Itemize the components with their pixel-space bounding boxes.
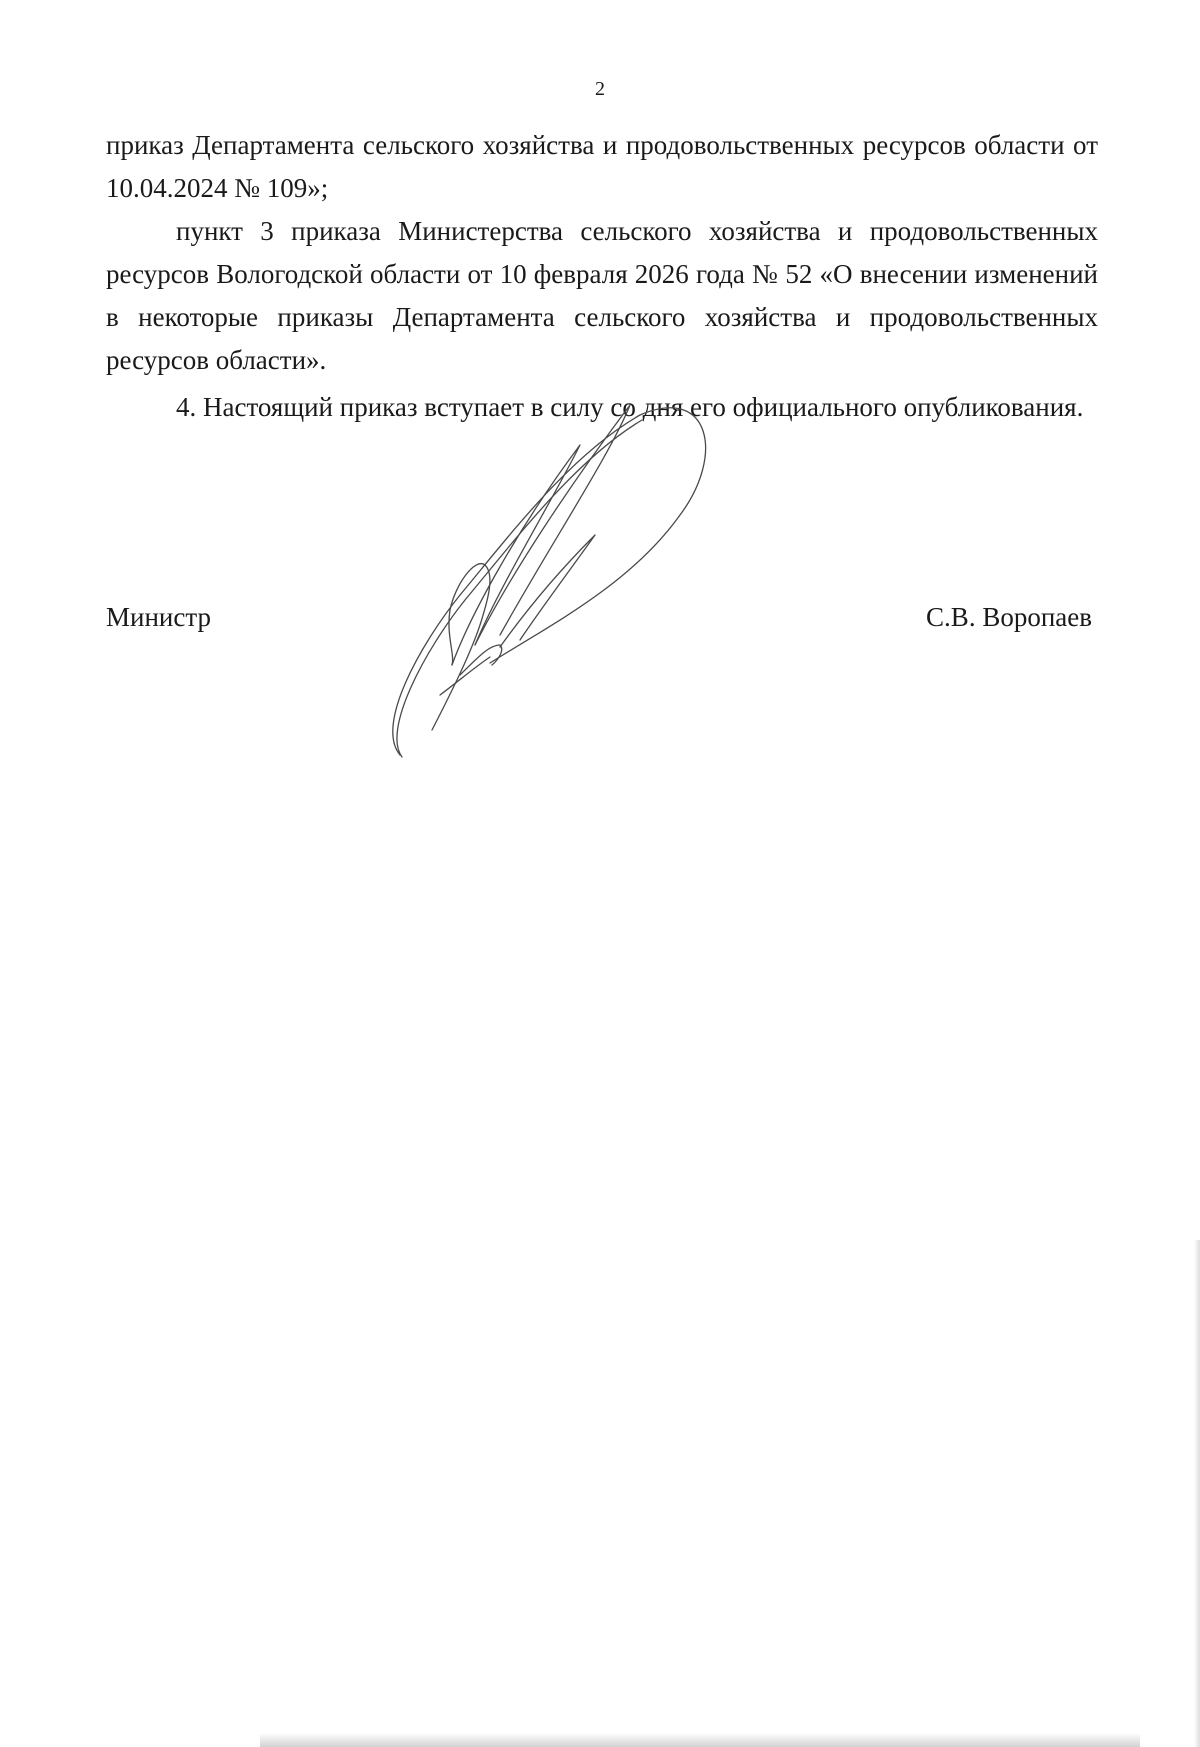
- handwritten-signature: [380, 395, 800, 775]
- scan-right-edge: [1194, 1240, 1200, 1747]
- page-number: 2: [595, 78, 605, 100]
- paragraph-clause-3: пункт 3 приказа Министерства сельского хозяйства и продовольственных ресурсов Вологодской области от 10 февраля 2026 года № 52 «О внесении изменений в некоторые приказы Департамента сельского хозяйства и продовольственных ресурсов области».: [106, 216, 1098, 375]
- paragraph-effective-date: 4. Настоящий приказ вступает в силу со дня его официального опубликования.: [176, 392, 1084, 422]
- scan-bottom-shadow: [260, 1733, 1140, 1747]
- signatory-name: С.В. Воропаев: [926, 602, 1092, 632]
- paragraph-order-reference: приказ Департамента сельского хозяйства и продовольственных ресурсов области от 10.04.2024 № 109»;: [106, 130, 1098, 203]
- signatory-title: Министр: [106, 602, 211, 632]
